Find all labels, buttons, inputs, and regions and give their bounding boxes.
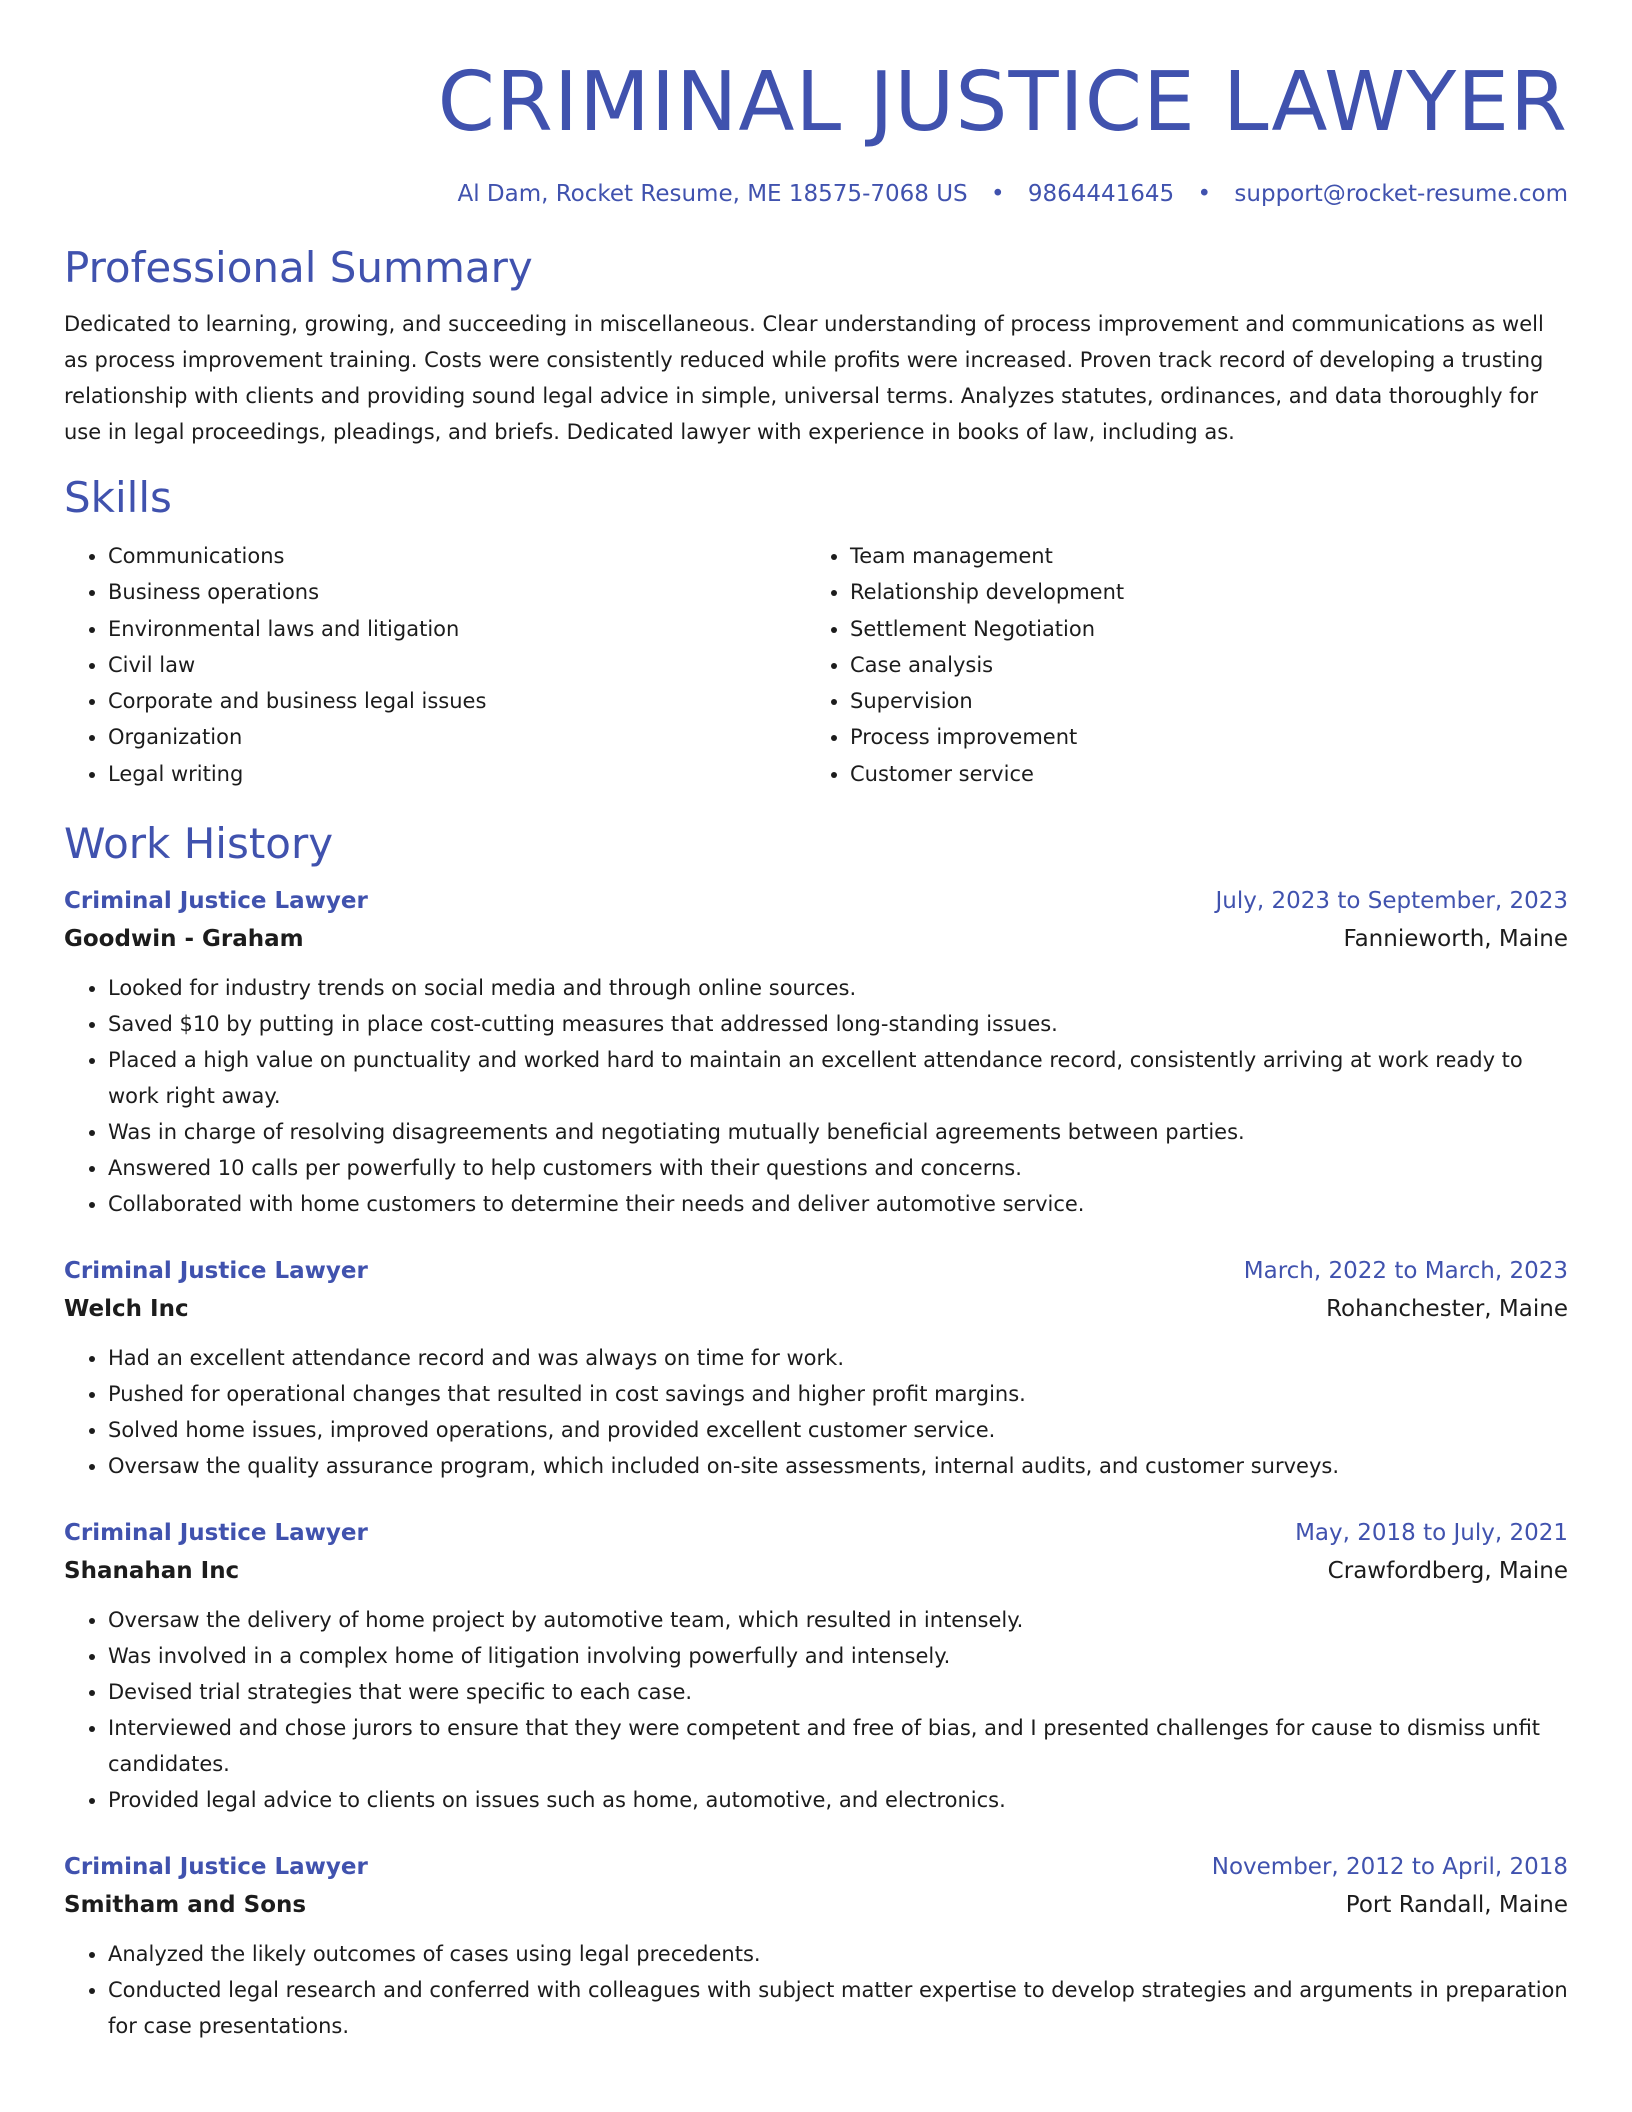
skill-item: • Civil law: [108, 647, 806, 683]
job-bullet: • Saved $10 by putting in place cost-cutting measures that addressed long-standing issues.: [108, 1006, 1568, 1042]
job-title: Criminal Justice Lawyer: [64, 1854, 368, 1881]
skill-item: • Business operations: [108, 574, 806, 610]
skill-item: • Relationship development: [850, 574, 1548, 610]
skill-item: • Customer service: [850, 756, 1548, 792]
job-bullet: • Oversaw the delivery of home project by automotive team, which resulted in intensely.: [108, 1602, 1568, 1638]
job-entry: [64, 1252, 1568, 1484]
job-bullet: • Oversaw the quality assurance program, which included on-site assessments, internal audits, and customer surveys.: [108, 1448, 1568, 1484]
job-company-row: [64, 1290, 1568, 1328]
job-bullet: • Placed a high value on punctuality and worked hard to maintain an excellent attendance record, consistently arriving at work ready to work right away.: [108, 1042, 1568, 1114]
job-location: Port Randall, Maine: [1345, 1892, 1568, 1919]
work-history-section: [64, 816, 1568, 2044]
summary-section: [64, 240, 1568, 450]
job-dates: May, 2018 to July, 2021: [1295, 1520, 1568, 1547]
skills-list-left: [64, 538, 806, 792]
job-bullets: [64, 970, 1568, 1222]
work-history-heading: Work History: [64, 819, 334, 869]
contact-separator: •: [1197, 181, 1212, 207]
job-title-row: [64, 1514, 1568, 1552]
job-title: Criminal Justice Lawyer: [64, 1258, 368, 1285]
job-bullet: • Was in charge of resolving disagreements and negotiating mutually beneficial agreements between parties.: [108, 1114, 1568, 1150]
job-entry: [64, 1514, 1568, 1818]
contact-line: [64, 178, 1568, 210]
skill-item: • Corporate and business legal issues: [108, 683, 806, 719]
job-bullets: [64, 1936, 1568, 2044]
skills-heading: Skills: [64, 473, 172, 522]
job-title-row: [64, 1848, 1568, 1886]
contact-address: Al Dam, Rocket Resume, ME 18575-7068 US: [457, 181, 968, 207]
skill-item: • Communications: [108, 538, 806, 574]
job-bullet: • Interviewed and chose jurors to ensure that they were competent and free of bias, and I presented challenges for cause to dismiss unfit candidates.: [108, 1710, 1568, 1782]
job-bullet: • Collaborated with home customers to determine their needs and deliver automotive service.: [108, 1186, 1568, 1222]
skill-item: • Team management: [850, 538, 1548, 574]
job-location: Rohanchester, Maine: [1326, 1296, 1568, 1323]
skill-item: • Organization: [108, 719, 806, 755]
job-company-row: [64, 920, 1568, 958]
contact-phone: 9864441645: [1027, 181, 1175, 207]
skill-item: • Settlement Negotiation: [850, 611, 1548, 647]
job-bullet: • Was involved in a complex home of litigation involving powerfully and intensely.: [108, 1638, 1568, 1674]
job-bullet: • Analyzed the likely outcomes of cases using legal precedents.: [108, 1936, 1568, 1972]
skill-item: • Supervision: [850, 683, 1548, 719]
job-bullet: • Provided legal advice to clients on issues such as home, automotive, and electronics.: [108, 1782, 1568, 1818]
skills-list-right: [806, 538, 1548, 792]
job-bullet: • Conducted legal research and conferred with colleagues with subject matter expertise to develop strategies and arguments in preparation for case presentations.: [108, 1972, 1568, 2044]
job-company: Smitham and Sons: [64, 1892, 307, 1919]
job-title-row: [64, 882, 1568, 920]
job-company: Shanahan Inc: [64, 1558, 240, 1585]
job-company-row: [64, 1886, 1568, 1924]
job-entry: [64, 882, 1568, 1222]
job-title: Criminal Justice Lawyer: [64, 888, 368, 915]
resume-header: [64, 48, 1568, 210]
candidate-name: CRIMINAL JUSTICE LAWYER: [437, 55, 1568, 150]
summary-heading: Professional Summary: [64, 243, 533, 292]
skill-item: • Process improvement: [850, 719, 1548, 755]
job-bullet: • Pushed for operational changes that resulted in cost savings and higher profit margins.: [108, 1376, 1568, 1412]
job-bullet: • Had an excellent attendance record and was always on time for work.: [108, 1340, 1568, 1376]
job-bullets: [64, 1602, 1568, 1818]
job-bullet: • Answered 10 calls per powerfully to help customers with their questions and concerns.: [108, 1150, 1568, 1186]
job-location: Fannieworth, Maine: [1343, 926, 1568, 953]
skills-columns: [64, 538, 1568, 792]
job-dates: July, 2023 to September, 2023: [1215, 888, 1568, 915]
summary-text: Dedicated to learning, growing, and succeeding in miscellaneous. Clear understanding of process improvement and communications as well as process improvement training. Costs were consistently reduced while profits were increased. Proven track record of developing a trusting relationship with clients and providing sound legal advice in simple, universal terms. Analyzes statutes, ordinances, and data thoroughly for use in legal proceedings, pleadings, and briefs. Dedicated lawyer with experience in books of law, including as.: [64, 312, 1544, 444]
job-entry: [64, 1848, 1568, 2044]
job-bullet: • Devised trial strategies that were specific to each case.: [108, 1674, 1568, 1710]
job-bullet: • Looked for industry trends on social media and through online sources.: [108, 970, 1568, 1006]
job-dates: November, 2012 to April, 2018: [1211, 1854, 1568, 1881]
job-company-row: [64, 1552, 1568, 1590]
contact-separator: •: [990, 181, 1005, 207]
skill-item: • Case analysis: [850, 647, 1548, 683]
skill-item: • Environmental laws and litigation: [108, 611, 806, 647]
job-company: Goodwin - Graham: [64, 926, 304, 953]
job-location: Crawfordberg, Maine: [1327, 1558, 1568, 1585]
job-title-row: [64, 1252, 1568, 1290]
skills-section: [64, 470, 1568, 792]
job-title: Criminal Justice Lawyer: [64, 1520, 368, 1547]
contact-email: support@rocket-resume.com: [1234, 181, 1568, 207]
job-company: Welch Inc: [64, 1296, 189, 1323]
job-bullet: • Solved home issues, improved operations, and provided excellent customer service.: [108, 1412, 1568, 1448]
job-dates: March, 2022 to March, 2023: [1243, 1258, 1568, 1285]
job-bullets: [64, 1340, 1568, 1484]
skill-item: • Legal writing: [108, 756, 806, 792]
